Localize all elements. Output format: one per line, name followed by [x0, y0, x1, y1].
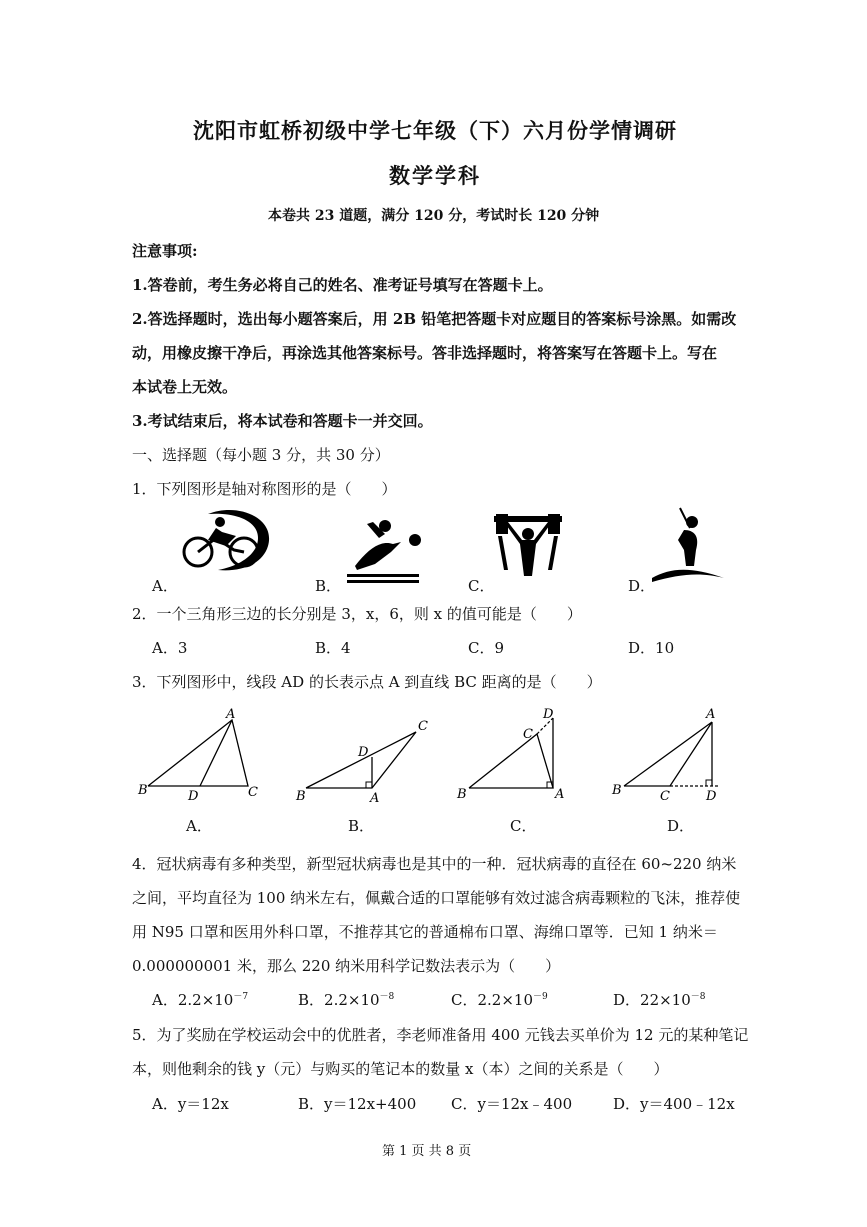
note-2-line1: 2.答选择题时，选出每小题答案后，用 2B 铅笔把答题卡对应题目的答案标号涂黑。如需改	[132, 310, 737, 328]
fig-c-label-a: A	[555, 787, 565, 802]
q2-option-c[interactable]: C．9	[468, 639, 505, 657]
q4-d-base: D．22×10	[613, 991, 691, 1009]
q3-option-a[interactable]: A．	[186, 817, 212, 835]
q4-option-a[interactable]	[152, 989, 248, 1010]
q5-line1: 5．为了奖励在学校运动会中的优胜者，李老师准备用 400 元钱去买单价为 12 元的某种笔记	[132, 1026, 749, 1044]
page-footer: 第 1 页 共 8 页	[382, 1144, 472, 1159]
fig-a-label-c: C	[248, 785, 258, 800]
q5-option-a[interactable]: A．y＝12x	[152, 1095, 229, 1113]
q1-option-b[interactable]: B．	[315, 577, 342, 595]
q3-stem: 3．下列图形中，线段 AD 的长表示点 A 到直线 BC 距离的是（ ）	[132, 673, 602, 691]
q3-option-d[interactable]: D．	[667, 817, 695, 835]
page-subtitle: 数学学科	[389, 163, 481, 188]
q4-line1: 4．冠状病毒有多种类型，新型冠状病毒也是其中的一种．冠状病毒的直径在 60~220 纳米	[132, 855, 737, 873]
q4-option-d[interactable]	[613, 989, 706, 1010]
q5-option-c[interactable]: C．y＝12x﹣400	[451, 1095, 573, 1113]
page-title: 沈阳市虹桥初级中学七年级（下）六月份学情调研	[193, 118, 677, 143]
fig-c-label-c: C	[523, 727, 533, 742]
q4-a-base: A．2.2×10	[152, 991, 234, 1009]
q4-b-exp: －8	[379, 992, 395, 1002]
q3-figure-b	[292, 716, 438, 806]
volleyball-player-icon	[345, 518, 425, 584]
q4-option-c[interactable]	[451, 989, 548, 1010]
fig-b-label-c: C	[418, 719, 428, 734]
q2-option-b[interactable]: B．4	[315, 639, 351, 657]
q4-line4: 0.000000001 米，那么 220 纳米用科学记数法表示为（ ）	[132, 957, 561, 975]
fig-d-label-b: B	[612, 783, 622, 798]
fig-a-label-d: D	[188, 789, 199, 804]
q4-a-exp: －7	[233, 992, 249, 1002]
q2-option-a[interactable]: A．3	[152, 639, 188, 657]
note-2-line3: 本试卷上无效。	[132, 378, 238, 396]
fig-b-label-d: D	[358, 745, 369, 760]
golfer-icon	[650, 506, 726, 584]
fig-d-label-d: D	[706, 789, 717, 804]
q3-option-b[interactable]: B．	[348, 817, 375, 835]
q4-c-base: C．2.2×10	[451, 991, 533, 1009]
fig-c-label-d: D	[543, 707, 554, 722]
q4-d-exp: －8	[690, 992, 706, 1002]
q2-option-d[interactable]: D．10	[628, 639, 675, 657]
q1-option-d[interactable]: D．	[628, 577, 656, 595]
q1-stem: 1．下列图形是轴对称图形的是（ ）	[132, 480, 397, 498]
fig-b-label-a: A	[370, 791, 380, 806]
fig-c-label-b: B	[457, 787, 467, 802]
q4-line2: 之间，平均直径为 100 纳米左右，佩戴合适的口罩能够有效过滤含病毒颗粒的飞沫，推荐使	[132, 889, 741, 907]
cyclist-icon	[178, 506, 274, 574]
notes-heading: 注意事项:	[132, 242, 198, 260]
q1-option-c[interactable]: C．	[468, 577, 495, 595]
q3-figure-c	[455, 706, 575, 806]
q2-stem: 2．一个三角形三边的长分别是 3，x，6，则 x 的值可能是（ ）	[132, 605, 582, 623]
note-1: 1.答卷前，考生务必将自己的姓名、准考证号填写在答题卡上。	[132, 276, 553, 294]
weightlifter-icon	[492, 514, 564, 584]
exam-info: 本卷共 23 道题，满分 120 分，考试时长 120 分钟	[268, 208, 600, 224]
section-heading: 一、选择题（每小题 3 分，共 30 分）	[132, 446, 390, 464]
q5-line2: 本，则他剩余的钱 y（元）与购买的笔记本的数量 x（本）之间的关系是（ ）	[132, 1060, 669, 1078]
q3-figure-a	[136, 704, 266, 804]
q4-c-exp: －9	[533, 992, 548, 1002]
q4-option-b[interactable]	[298, 989, 394, 1010]
fig-d-label-c: C	[660, 789, 670, 804]
fig-b-label-b: B	[296, 789, 306, 804]
fig-a-label-a: A	[226, 707, 236, 722]
note-3: 3.考试结束后，将本试卷和答题卡一并交回。	[132, 412, 433, 430]
q1-option-a[interactable]: A．	[152, 577, 178, 595]
fig-a-label-b: B	[138, 783, 148, 798]
note-2-line2: 动，用橡皮擦干净后，再涂选其他答案标号。答非选择题时，将答案写在答题卡上。写在	[132, 344, 718, 362]
q3-option-c[interactable]: C．	[510, 817, 537, 835]
q5-option-d[interactable]: D．y＝400﹣12x	[613, 1095, 735, 1113]
q4-line3: 用 N95 口罩和医用外科口罩，不推荐其它的普通棉布口罩、海绵口罩等．已知 1 纳米＝	[132, 923, 718, 941]
fig-d-label-a: A	[706, 707, 716, 722]
q5-option-b[interactable]: B．y＝12x+400	[298, 1095, 417, 1113]
q4-b-base: B．2.2×10	[298, 991, 380, 1009]
q3-figure-d	[610, 704, 730, 806]
